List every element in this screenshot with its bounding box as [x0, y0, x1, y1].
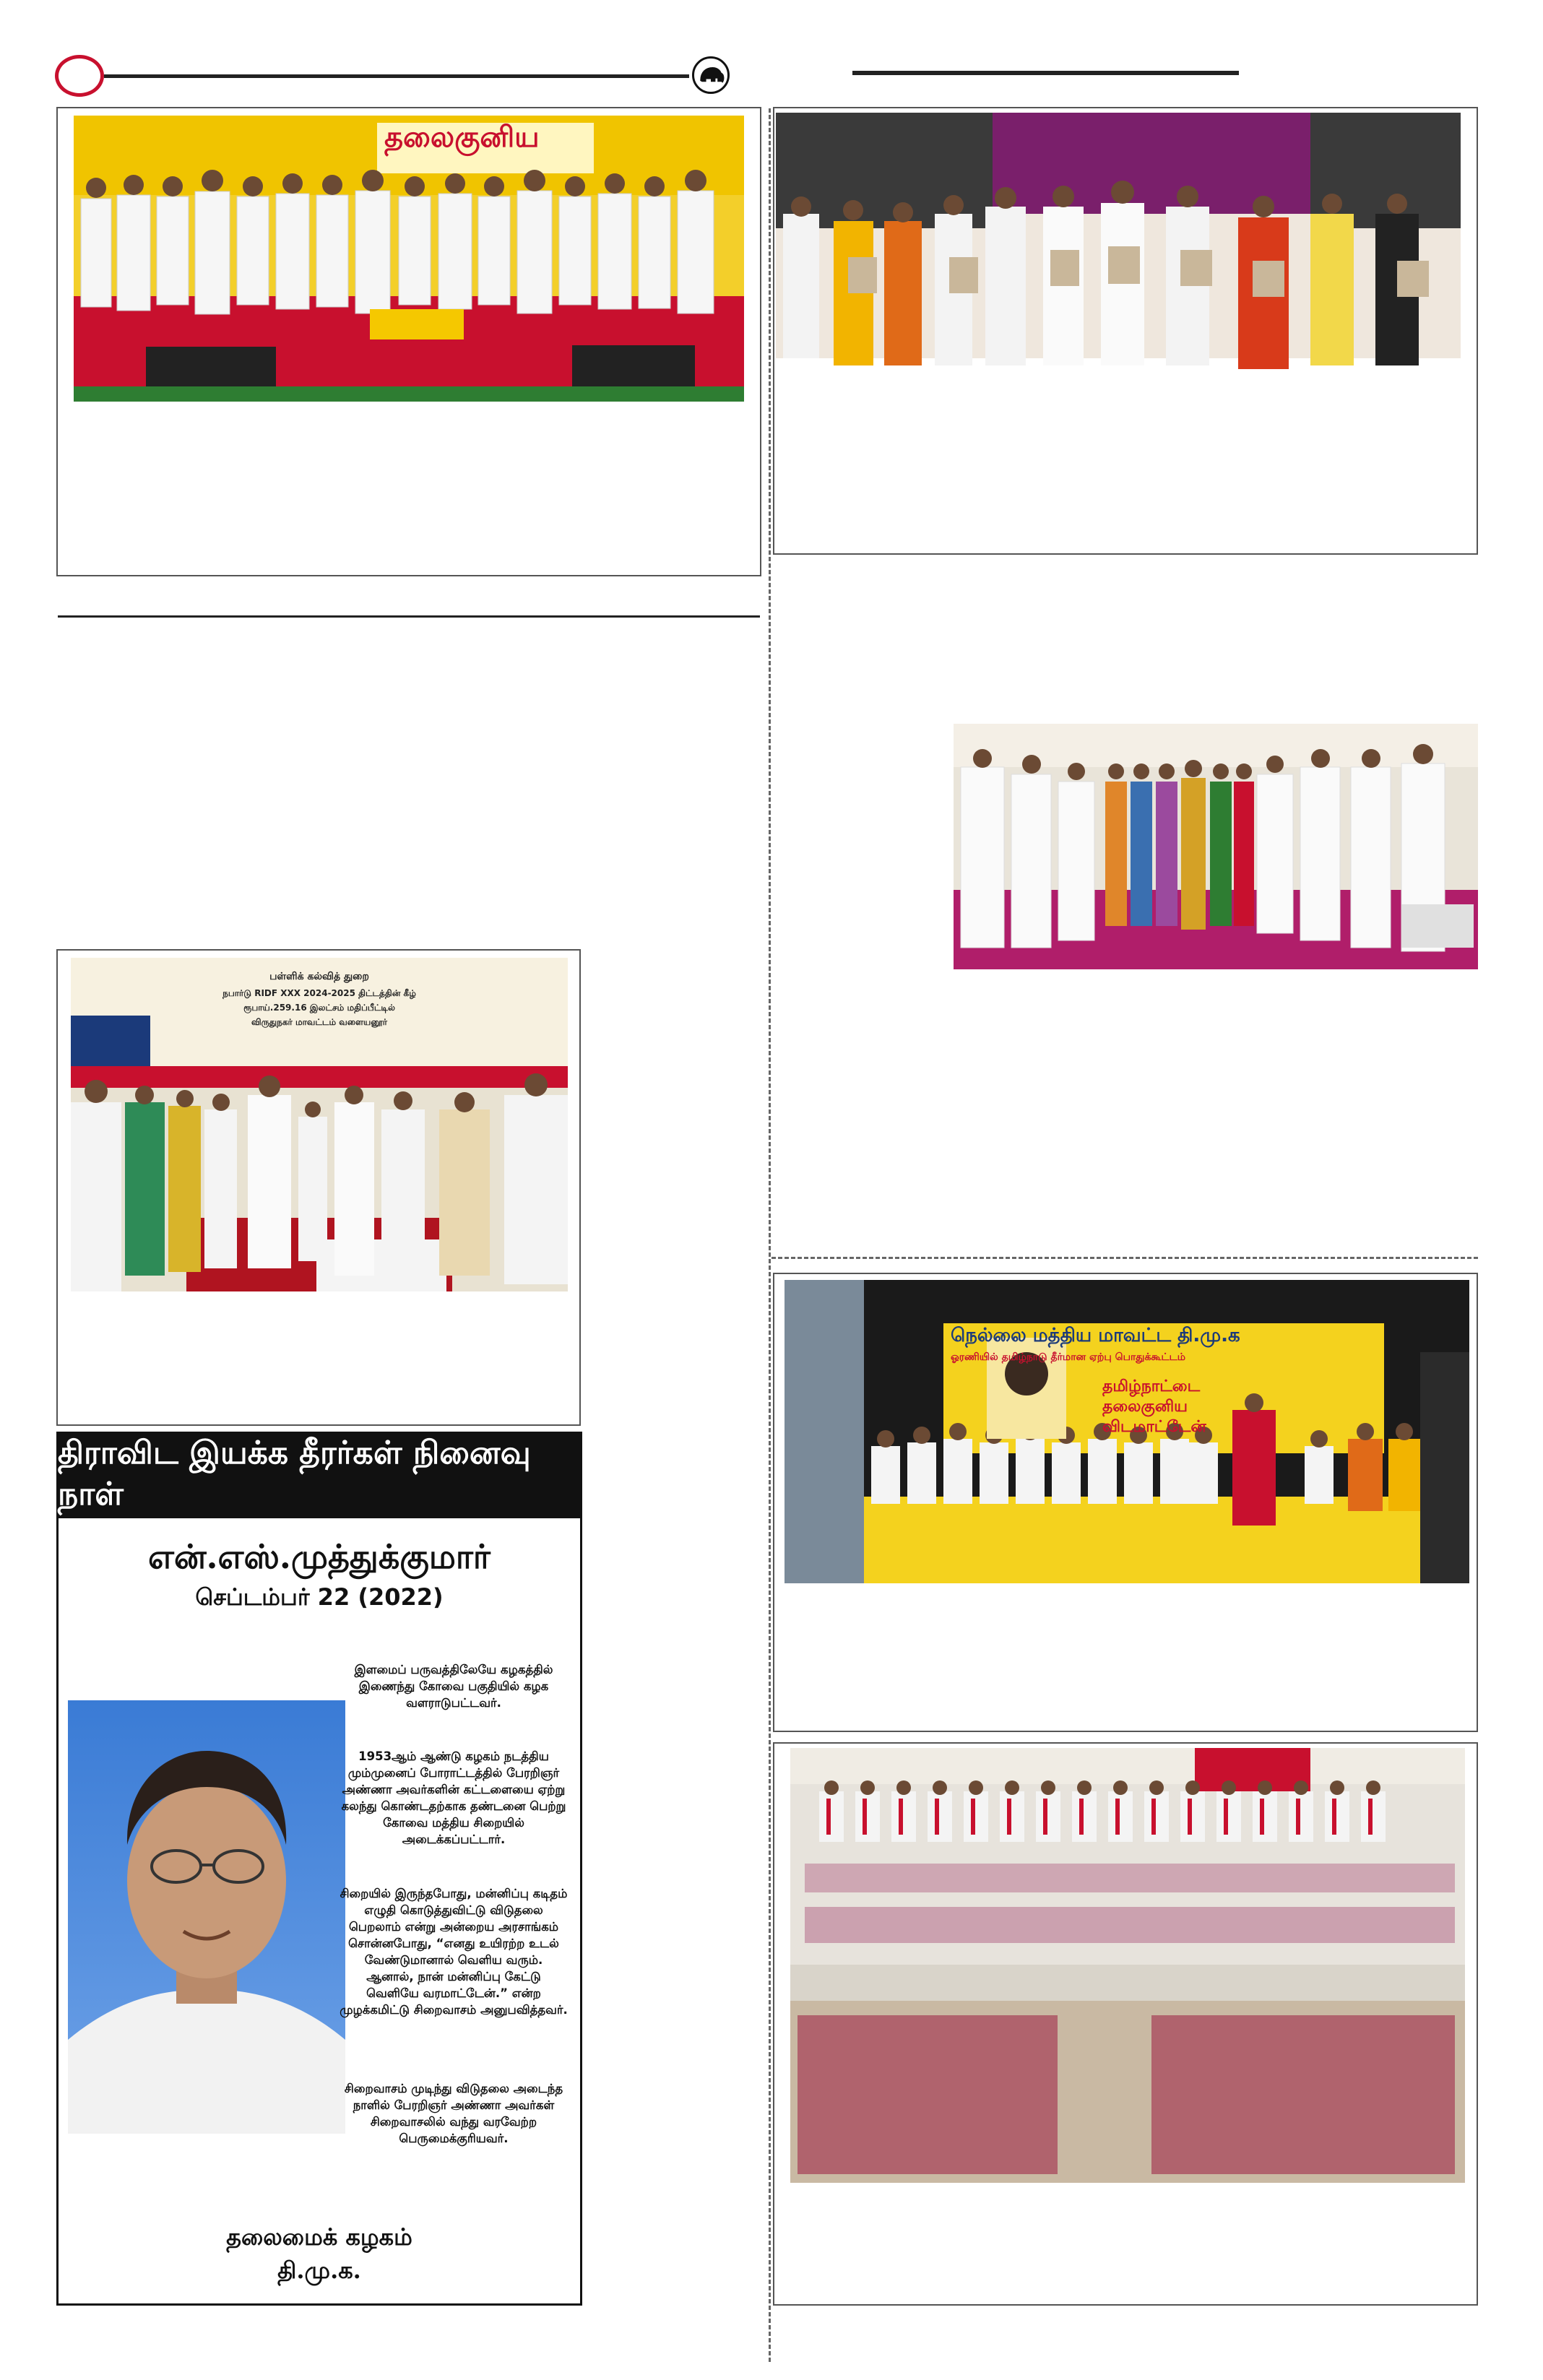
photo-school-inauguration	[71, 958, 568, 1291]
header-logo-circle	[55, 55, 104, 97]
column-divider	[769, 108, 771, 2362]
photo3-banner-line2: நபார்டு RIDF XXX 2024-2025 திட்டத்தின் கீழ்	[222, 988, 416, 998]
memorial-person-name: என்.எஸ்.முத்துக்குமார்	[148, 1537, 490, 1576]
photo3-banner-line4: விருதுநகர் மாவட்டம் வளையனூர்	[251, 1017, 388, 1027]
photo5-banner-line2: ஓரணியில் தமிழ்நாடு தீர்மான ஏற்பு பொதுக்கூட்டம்	[951, 1351, 1185, 1363]
photo3-banner-line3: ரூபாய்.259.16 இலட்சம் மதிப்பீட்டில்	[243, 1003, 395, 1013]
photo-pledge-ceremony	[74, 116, 744, 402]
header-rule-right	[852, 71, 1239, 75]
photo-public-meeting	[785, 1280, 1469, 1583]
elephant-emblem-icon	[692, 56, 730, 94]
memorial-footer-line2: தி.மு.க.	[277, 2256, 361, 2284]
memorial-paragraph-3: சிறையில் இருந்தபோது, மன்னிப்பு கடிதம் எழுதி கொடுத்துவிட்டு விடுதலை பெறலாம் என்று அன்றைய அரசாங்கம் சொன்னபோது, “எனது உயிரற்ற உடல் வேண்டுமானால் வெளிய வரும். ஆனால், நான் மன்னிப்பு கேட்டு வெளியே வரமாட்டேன்.” என்ற முழக்கமிட்டு சிறைவாசம் அனுபவித்தவர்.	[340, 1887, 568, 2017]
photo3-banner-line1: பள்ளிக் கல்வித் துறை	[269, 971, 369, 982]
memorial-footer-line1: தலைமைக் கழகம்	[226, 2223, 412, 2251]
photo-function-gathering	[954, 724, 1478, 969]
section-rule-right	[772, 1257, 1478, 1259]
photo1-banner-text: தலைகுனிய	[384, 120, 540, 154]
photo-hall-meeting	[790, 1748, 1465, 2183]
photo5-banner-line1: நெல்லை மத்திய மாவட்ட தி.மு.க	[951, 1325, 1240, 1346]
header-rule-left	[104, 74, 689, 78]
memorial-portrait	[68, 1700, 345, 2134]
memorial-paragraph-4: சிறைவாசம் முடிந்து விடுதலை அடைந்த நாளில் பேரறிஞர் அண்ணா அவர்கள் சிறைவாசலில் வந்து வரவேற்ற பெருமைக்குரியவர்.	[344, 2082, 563, 2145]
section-rule-left	[58, 615, 760, 618]
memorial-paragraph-1: இளமைப் பருவத்திலேயே கழகத்தில் இணைந்து கோவை பகுதியில் கழக வளராடுபட்டவர்.	[354, 1663, 553, 1710]
photo5-banner-line3: தமிழ்நாட்டை தலைகுனிய விடமாட்டேன்	[1102, 1377, 1206, 1436]
memorial-heading: திராவிட இயக்க தீரர்கள் நினைவு நாள்	[58, 1433, 581, 1518]
memorial-date: செப்டம்பர் 22 (2022)	[195, 1583, 444, 1611]
memorial-paragraph-2: 1953ஆம் ஆண்டு கழகம் நடத்திய மும்முனைப் போராட்டத்தில் பேரறிஞர் அண்ணா அவர்களின் கட்டளையை ஏற்று கலந்து கொண்டதற்காக தண்டனை பெற்று கோவை மத்திய சிறையில் அடைக்கப்பட்டார்.	[341, 1749, 566, 1846]
photo-book-release	[776, 113, 1461, 402]
